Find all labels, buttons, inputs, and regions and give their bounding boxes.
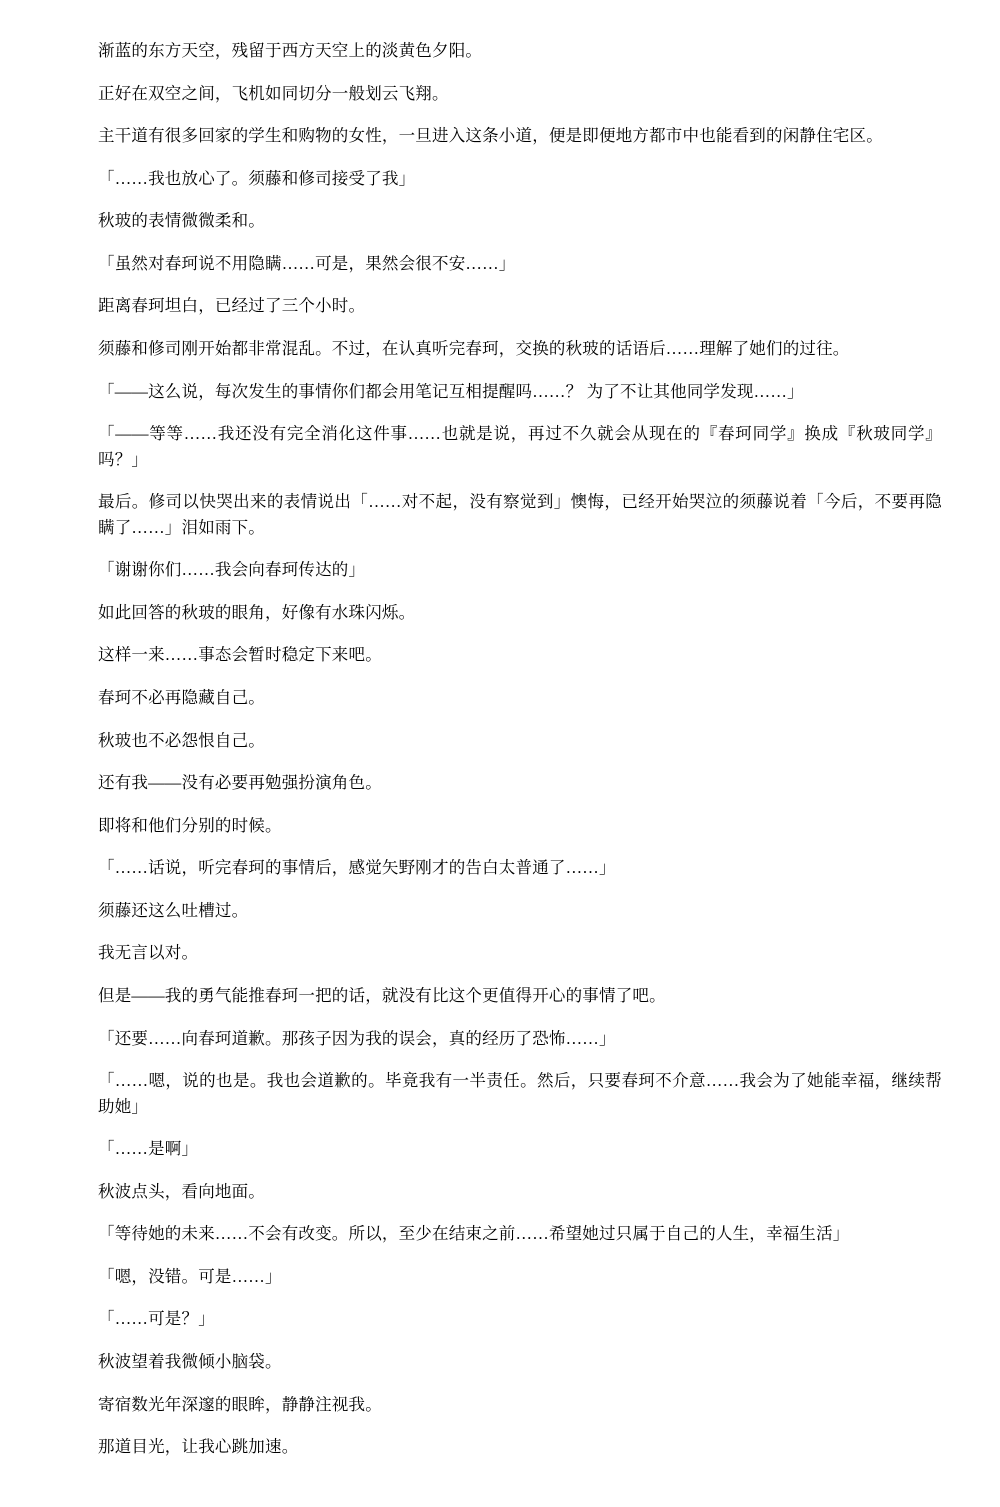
dialogue-line: 「……是啊」 bbox=[98, 1139, 199, 1159]
dialogue-line: 「——这么说，每次发生的事情你们都会用笔记互相提醒吗……？ 为了不让其他同学发现……」 bbox=[98, 381, 804, 401]
dialogue-line: 「……嗯，说的也是。我也会道歉的。毕竟我有一半责任。然后，只要春珂不介意……我会为了她能幸福，继续帮助她」 bbox=[98, 1071, 942, 1116]
narration-paragraph: 寄宿数光年深邃的眼眸，静静注视我。 bbox=[98, 1394, 382, 1414]
narration-paragraph: 秋玻也不必怨恨自己。 bbox=[98, 730, 265, 750]
dialogue-line: 「虽然对春珂说不用隐瞒……可是，果然会很不安……」 bbox=[98, 253, 516, 273]
document-body bbox=[84, 38, 942, 1460]
dialogue-line: 「……我也放心了。须藤和修司接受了我」 bbox=[98, 168, 416, 188]
narration-paragraph: 须藤还这么吐槽过。 bbox=[98, 900, 249, 920]
narration-paragraph: 即将和他们分别的时候。 bbox=[98, 815, 282, 835]
narration-paragraph: 渐蓝的东方天空，残留于西方天空上的淡黄色夕阳。 bbox=[98, 41, 483, 60]
dialogue-line: 「等待她的未来……不会有改变。所以，至少在结束之前……希望她过只属于自己的人生，幸福生活」 bbox=[98, 1224, 850, 1244]
narration-paragraph: 秋波望着我微倾小脑袋。 bbox=[98, 1352, 282, 1371]
narration-paragraph: 主干道有很多回家的学生和购物的女性，一旦进入这条小道，便是即便地方都市中也能看到的闲静住宅区。 bbox=[98, 126, 883, 146]
dialogue-line: 「还要……向春珂道歉。那孩子因为我的误会，真的经历了恐怖……」 bbox=[98, 1028, 616, 1048]
narration-paragraph: 正好在双空之间，飞机如同切分一般划云飞翔。 bbox=[98, 83, 449, 103]
dialogue-line: 「……话说，听完春珂的事情后，感觉矢野刚才的告白太普通了……」 bbox=[98, 858, 616, 878]
narration-paragraph: 但是——我的勇气能推春珂一把的话，就没有比这个更值得开心的事情了吧。 bbox=[98, 985, 666, 1005]
dialogue-line: 「——等等……我还没有完全消化这件事……也就是说，再过不久就会从现在的『春珂同学』换成『秋玻同学』吗？」 bbox=[98, 424, 942, 469]
dialogue-line: 「嗯，没错。可是……」 bbox=[98, 1266, 282, 1286]
narration-paragraph: 这样一来……事态会暂时稳定下来吧。 bbox=[98, 645, 382, 665]
narration-paragraph: 春珂不必再隐藏自己。 bbox=[98, 688, 265, 707]
narration-paragraph: 须藤和修司刚开始都非常混乱。不过，在认真听完春珂，交换的秋玻的话语后……理解了她们的过往。 bbox=[98, 338, 850, 358]
narration-paragraph: 还有我——没有必要再勉强扮演角色。 bbox=[98, 773, 382, 793]
narration-paragraph: 距离春珂坦白，已经过了三个小时。 bbox=[98, 296, 366, 316]
dialogue-line: 「……可是？」 bbox=[98, 1309, 215, 1329]
dialogue-line: 「谢谢你们……我会向春珂传达的」 bbox=[98, 560, 366, 580]
narration-paragraph: 那道目光，让我心跳加速。 bbox=[98, 1437, 299, 1457]
narration-paragraph: 最后。修司以快哭出来的表情说出「……对不起，没有察觉到」懊悔，已经开始哭泣的须藤说着「今后，不要再隐瞒了……」泪如雨下。 bbox=[98, 492, 942, 537]
narration-paragraph: 秋玻的表情微微柔和。 bbox=[98, 211, 265, 231]
narration-paragraph: 秋波点头，看向地面。 bbox=[98, 1181, 265, 1201]
narration-paragraph: 我无言以对。 bbox=[98, 943, 199, 963]
narration-paragraph: 如此回答的秋玻的眼角，好像有水珠闪烁。 bbox=[98, 602, 416, 622]
